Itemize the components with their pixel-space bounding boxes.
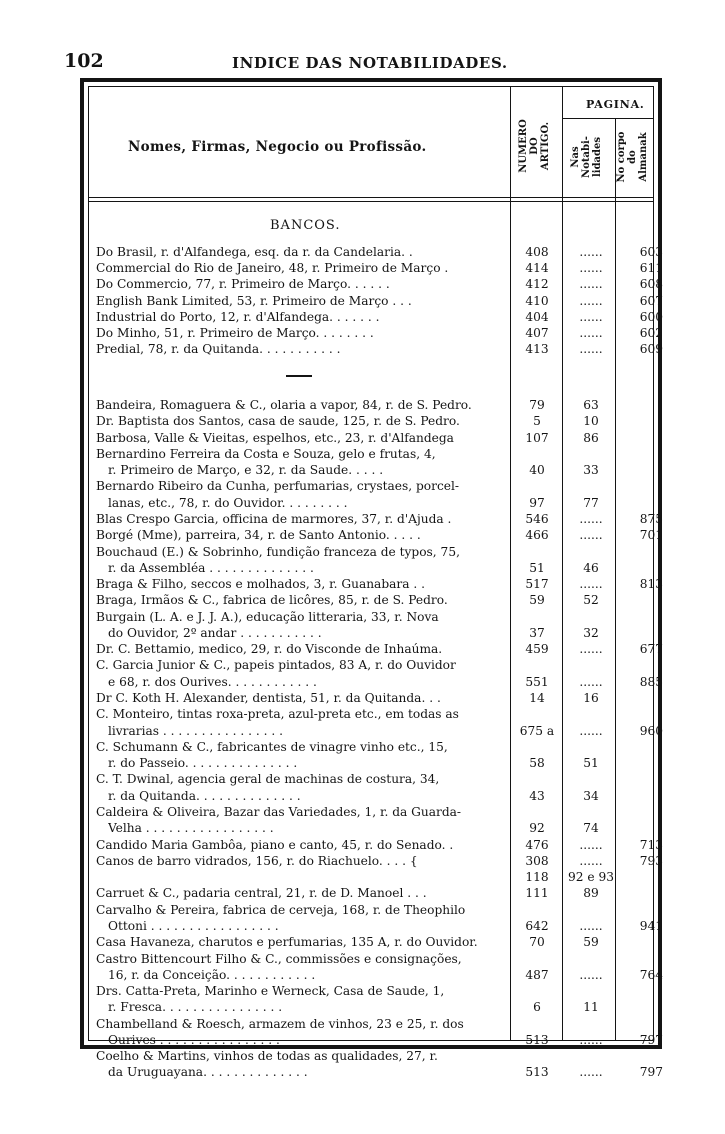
entry-article-number: 14 [529, 691, 545, 706]
entry-article-number: 79 [529, 398, 545, 412]
entry-description: Braga, Irmãos & C., fabrica de licôres, 85, r. de S. Pedro. [96, 593, 448, 608]
entry-page-almanak: 797 [639, 1032, 663, 1047]
almanak-line-1: No corpo [616, 131, 627, 183]
entry-page-almanak: 600 [639, 309, 663, 324]
column-header-names: Nomes, Firmas, Negocio ou Profissão. [128, 139, 427, 155]
entry-page-notabilidades: 46 [583, 560, 599, 575]
entry-description: Commercial do Rio de Janeiro, 48, r. Primeiro de Março . [96, 261, 449, 276]
entry-description: Bernardino Ferreira da Costa e Souza, gelo e frutas, 4, [96, 446, 436, 461]
entry-page-almanak: 677 [639, 642, 663, 657]
entry-description: Canos de barro vidrados, 156, r. do Riachuelo. . . . { [96, 853, 418, 868]
entry-article-number: 551 [525, 674, 549, 689]
column-header-almanak [616, 121, 654, 193]
entry-page-notabilidades: 63 [583, 398, 599, 412]
entry-description: r. Fresca. . . . . . . . . . . . . . . . [108, 1000, 283, 1015]
entry-description: livrarias . . . . . . . . . . . . . . . . [108, 723, 283, 738]
entry-article-number: 546 [525, 511, 549, 526]
entry-page-almanak: 813 [639, 577, 663, 592]
entry-description: Burgain (L. A. e J. J. A.), educação litteraria, 33, r. Nova [96, 609, 439, 624]
entry-description: e 68, r. dos Ourives. . . . . . . . . . . . [108, 674, 317, 689]
entry-page-notabilidades: ...... [579, 326, 603, 340]
entry-page-almanak: 713 [639, 837, 663, 852]
entry-article-number: 414 [525, 261, 549, 276]
entry-article-number: 43 [529, 788, 545, 803]
entry-article-number: 111 [525, 886, 549, 901]
entry-page-almanak: 602 [639, 326, 663, 340]
entry-article-number: 642 [525, 918, 549, 933]
entry-description: Chambelland & Roesch, armazem de vinhos, 23 e 25, r. dos [96, 1016, 464, 1031]
entry-description: Barbosa, Valle & Vieitas, espelhos, etc., 23, r. d'Alfandega [96, 430, 454, 445]
entry-article-number: 410 [525, 293, 549, 308]
entry-page-notabilidades: ...... [579, 293, 603, 308]
entry-page-almanak: 603 [639, 245, 663, 259]
entry-description: Industrial do Porto, 12, r. d'Alfandega. . . . . . . [96, 309, 380, 324]
entry-page-almanak: 607 [639, 293, 663, 308]
entry-page-almanak: 701 [639, 528, 663, 543]
entry-article-number: 513 [525, 1032, 549, 1047]
entry-page-notabilidades: 51 [583, 756, 599, 771]
entry-description: lanas, etc., 78, r. do Ouvidor. . . . . . . . . [108, 495, 348, 510]
entry-description: Coelho & Martins, vinhos de todas as qualidades, 27, r. [96, 1049, 438, 1064]
entry-description: Bandeira, Romaguera & C., olaria a vapor, 84, r. de S. Pedro. [96, 398, 472, 412]
entry-page-notabilidades: 86 [583, 430, 599, 445]
entry-page-notabilidades: ...... [579, 918, 603, 933]
entry-page-almanak: 608 [639, 277, 663, 292]
entry-page-almanak: 960 [639, 723, 663, 738]
entry-article-number: 407 [525, 326, 549, 340]
entry-description: r. da Quitanda. . . . . . . . . . . . . . [108, 788, 301, 803]
entry-article-number: 5 [533, 414, 541, 429]
column-header-notabilidades [570, 121, 608, 193]
almanak-line-2: do [627, 150, 638, 164]
entry-article-number: 58 [529, 756, 545, 771]
entry-article-number: 412 [525, 277, 549, 292]
section-heading-bancos: BANCOS. [270, 218, 341, 233]
entry-description: 16, r. da Conceição. . . . . . . . . . . . [108, 967, 316, 982]
entry-description: Dr C. Koth H. Alexander, dentista, 51, r. da Quitanda. . . [96, 691, 441, 706]
entry-page-almanak: 609 [639, 342, 663, 357]
entry-page-notabilidades: ...... [579, 277, 603, 292]
entry-page-notabilidades: ...... [579, 674, 603, 689]
numero-line-3: ARTIGO. [540, 121, 551, 171]
entry-page-notabilidades: 77 [583, 495, 599, 510]
entry-description: Do Minho, 51, r. Primeiro de Março. . . . . . . . [96, 326, 374, 340]
entry-page-notabilidades: 92 e 93 [568, 870, 614, 885]
entry-page-notabilidades: 16 [583, 691, 599, 706]
entry-article-number: 675 a [519, 723, 555, 738]
entry-page-notabilidades: ...... [579, 967, 603, 982]
entry-article-number: 517 [525, 577, 549, 592]
almanak-line-3: Almanak [638, 132, 649, 182]
entry-description: Bouchaud (E.) & Sobrinho, fundição franceza de typos, 75, [96, 544, 460, 559]
entry-article-number: 476 [525, 837, 549, 852]
entry-description: English Bank Limited, 53, r. Primeiro de Março . . . [96, 293, 412, 308]
entry-article-number: 59 [529, 593, 545, 608]
entry-article-number: 40 [529, 463, 545, 478]
entry-description: Predial, 78, r. da Quitanda. . . . . . . . . . . [96, 342, 341, 357]
entry-description: Caldeira & Oliveira, Bazar das Variedades, 1, r. da Guarda- [96, 805, 462, 819]
entry-description: r. do Passeio. . . . . . . . . . . . . . . [108, 756, 298, 771]
entry-description: Casa Havaneza, charutos e perfumarias, 135 A, r. do Ouvidor. [96, 935, 478, 950]
entry-article-number: 37 [529, 625, 545, 640]
entry-page-notabilidades: ...... [579, 245, 603, 259]
entry-description: Velha . . . . . . . . . . . . . . . . . [108, 821, 274, 836]
entry-page-almanak: 885 [639, 674, 663, 689]
entry-description: Castro Bittencourt Filho & C., commissões e consignações, [96, 951, 462, 966]
entry-description: C. Monteiro, tintas roxa-preta, azul-preta etc., em todas as [96, 707, 459, 722]
entry-article-number: 107 [525, 430, 549, 445]
notab-line-1: Nas [570, 146, 581, 168]
entry-page-almanak: 793 [639, 853, 663, 868]
entry-page-notabilidades: 34 [583, 788, 599, 803]
entry-description: Do Brasil, r. d'Alfandega, esq. da r. da Candelaria. . [96, 245, 413, 259]
entry-page-notabilidades: ...... [579, 853, 603, 868]
entry-description: Ourives . . . . . . . . . . . . . . . . [108, 1032, 280, 1047]
entry-description: do Ouvidor, 2º andar . . . . . . . . . . . [108, 625, 322, 640]
entry-description: Bernardo Ribeiro da Cunha, perfumarias, crystaes, porcel- [96, 479, 460, 494]
entry-page-almanak: 797 [639, 1065, 663, 1080]
entry-article-number: 404 [525, 309, 549, 324]
entry-description: Ottoni . . . . . . . . . . . . . . . . . [108, 918, 279, 933]
entry-page-notabilidades: 32 [583, 625, 599, 640]
entry-article-number: 413 [525, 342, 549, 357]
entry-article-number: 487 [525, 967, 549, 982]
entry-page-notabilidades: ...... [579, 1065, 603, 1080]
entry-description: Carvalho & Pereira, fabrica de cerveja, 168, r. de Theophilo [96, 902, 466, 917]
column-header-numero [518, 106, 554, 186]
numero-line-2: DO [529, 137, 540, 155]
numero-line-1: NUMERO [518, 119, 529, 173]
notab-line-2: Notabi- [581, 136, 592, 178]
entry-article-number: 51 [529, 560, 545, 575]
entry-page-notabilidades: 74 [583, 821, 599, 836]
entry-page-notabilidades: 52 [583, 593, 599, 608]
entry-page-almanak: 611 [639, 261, 663, 276]
entry-description: da Uruguayana. . . . . . . . . . . . . . [108, 1065, 308, 1080]
entry-description: Dr. C. Bettamio, medico, 29, r. do Visconde de Inhaúma. [96, 642, 443, 657]
page-number: 102 [64, 50, 104, 72]
entry-description: Blas Crespo Garcia, officina de marmores, 37, r. d'Ajuda . [96, 511, 452, 526]
entry-article-number: 408 [525, 245, 549, 259]
entry-page-notabilidades: 11 [583, 1000, 599, 1015]
entry-article-number: 308 [525, 853, 549, 868]
entry-description: Braga & Filho, seccos e molhados, 3, r. Guanabara . . [96, 577, 425, 592]
column-header-pagina: PAGINA. [586, 98, 645, 111]
entry-description: Candido Maria Gambôa, piano e canto, 45, r. do Senado. . [96, 837, 454, 852]
notab-line-3: lidades [592, 136, 603, 178]
entry-page-almanak: 764 [639, 967, 663, 982]
entry-page-notabilidades: ...... [579, 528, 603, 543]
entry-page-notabilidades: ...... [579, 837, 603, 852]
rule-header-bottom [88, 197, 654, 198]
section-separator [286, 375, 312, 377]
entry-description: C. T. Dwinal, agencia geral de machinas de costura, 34, [96, 772, 440, 787]
entry-page-notabilidades: ...... [579, 261, 603, 276]
entry-page-notabilidades: 89 [583, 886, 599, 901]
rule-pagina-under [562, 118, 654, 119]
entry-page-almanak: 941 [639, 918, 663, 933]
running-title: INDICE DAS NOTABILIDADES. [232, 54, 508, 72]
entry-article-number: 6 [533, 1000, 541, 1015]
entry-description: r. da Assembléa . . . . . . . . . . . . . . [108, 560, 314, 575]
entry-page-notabilidades: 10 [583, 414, 599, 429]
entry-description: C. Schumann & C., fabricantes de vinagre vinho etc., 15, [96, 739, 448, 754]
entry-page-notabilidades: ...... [579, 723, 603, 738]
entry-description: r. Primeiro de Março, e 32, r. da Saude. . . . . [108, 463, 384, 478]
entry-description: Borgé (Mme), parreira, 34, r. de Santo Antonio. . . . . [96, 528, 421, 543]
entry-article-number: 97 [529, 495, 545, 510]
entry-page-notabilidades: ...... [579, 309, 603, 324]
entry-page-notabilidades: 59 [583, 935, 599, 950]
entry-article-number: 118 [525, 870, 549, 885]
entry-page-notabilidades: ...... [579, 642, 603, 657]
entry-page-notabilidades: ...... [579, 1032, 603, 1047]
entry-article-number: 459 [525, 642, 549, 657]
entry-description: Dr. Baptista dos Santos, casa de saude, 125, r. de S. Pedro. [96, 414, 460, 429]
entry-article-number: 92 [529, 821, 545, 836]
entry-description: Do Commercio, 77, r. Primeiro de Março. . . . . . [96, 277, 390, 292]
entry-page-almanak: 875 [639, 511, 663, 526]
entry-page-notabilidades: ...... [579, 577, 603, 592]
entry-article-number: 70 [529, 935, 545, 950]
entry-description: C. Garcia Junior & C., papeis pintados, 83 A, r. do Ouvidor [96, 658, 456, 673]
entry-article-number: 466 [525, 528, 549, 543]
entry-article-number: 513 [525, 1065, 549, 1080]
entry-description: Carruet & C., padaria central, 21, r. de D. Manoel . . . [96, 886, 427, 901]
entry-page-notabilidades: ...... [579, 342, 603, 357]
rule-header-bottom-2 [88, 201, 654, 202]
entry-description: Drs. Catta-Preta, Marinho e Werneck, Casa de Saude, 1, [96, 984, 445, 999]
entry-page-notabilidades: ...... [579, 511, 603, 526]
entry-page-notabilidades: 33 [583, 463, 599, 478]
